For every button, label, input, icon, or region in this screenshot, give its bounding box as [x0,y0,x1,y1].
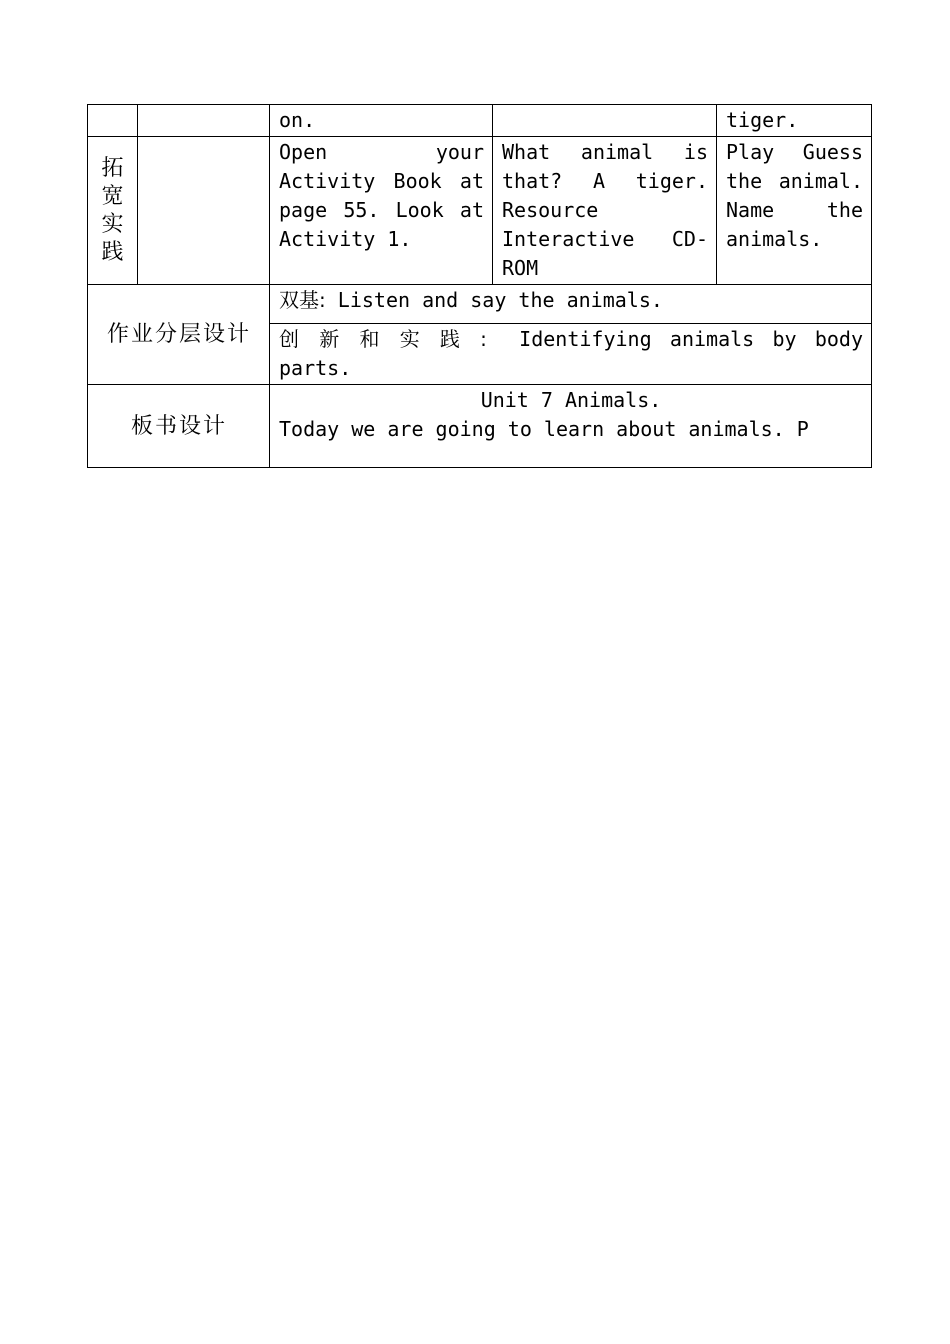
cell-empty-label [88,105,138,137]
extension-label: 拓宽实践 [101,155,124,265]
extension-label-cell [88,137,138,285]
homework-advanced [270,324,872,385]
cell-empty-stage [138,105,270,137]
cell-student-activity [493,105,717,137]
homework-advanced-prefix: 创新和实践: [279,327,501,351]
board-title: Unit 7 Animals. [480,388,662,412]
cell-student-activity: What animal is that? A tiger. Resource Interactive CD-ROM [493,137,717,285]
cell-teacher-activity: Open your Activity Book at page 55. Look at Activity 1. [270,137,493,285]
board-text: Today we are going to learn about animals. P [279,417,809,441]
cell-purpose: tiger. [717,105,872,137]
cell-empty-stage [138,137,270,285]
homework-advanced-text: Identifying animals by body parts. [279,327,863,380]
lesson-plan-table [87,104,872,468]
homework-basic [270,285,872,324]
board-label: 板书设计 [88,385,270,468]
table-row-extension [88,137,872,285]
cell-purpose: Play Guess the animal. Name the animals. [717,137,872,285]
board-content [270,385,872,468]
table-row-board [88,385,872,468]
cell-teacher-activity: on. [270,105,493,137]
table-row-homework-basic [88,285,872,324]
table-row-continued [88,105,872,137]
homework-label: 作业分层设计 [88,285,270,385]
homework-basic-prefix: 双基: [279,288,326,312]
homework-basic-text: Listen and say the animals. [325,288,663,312]
